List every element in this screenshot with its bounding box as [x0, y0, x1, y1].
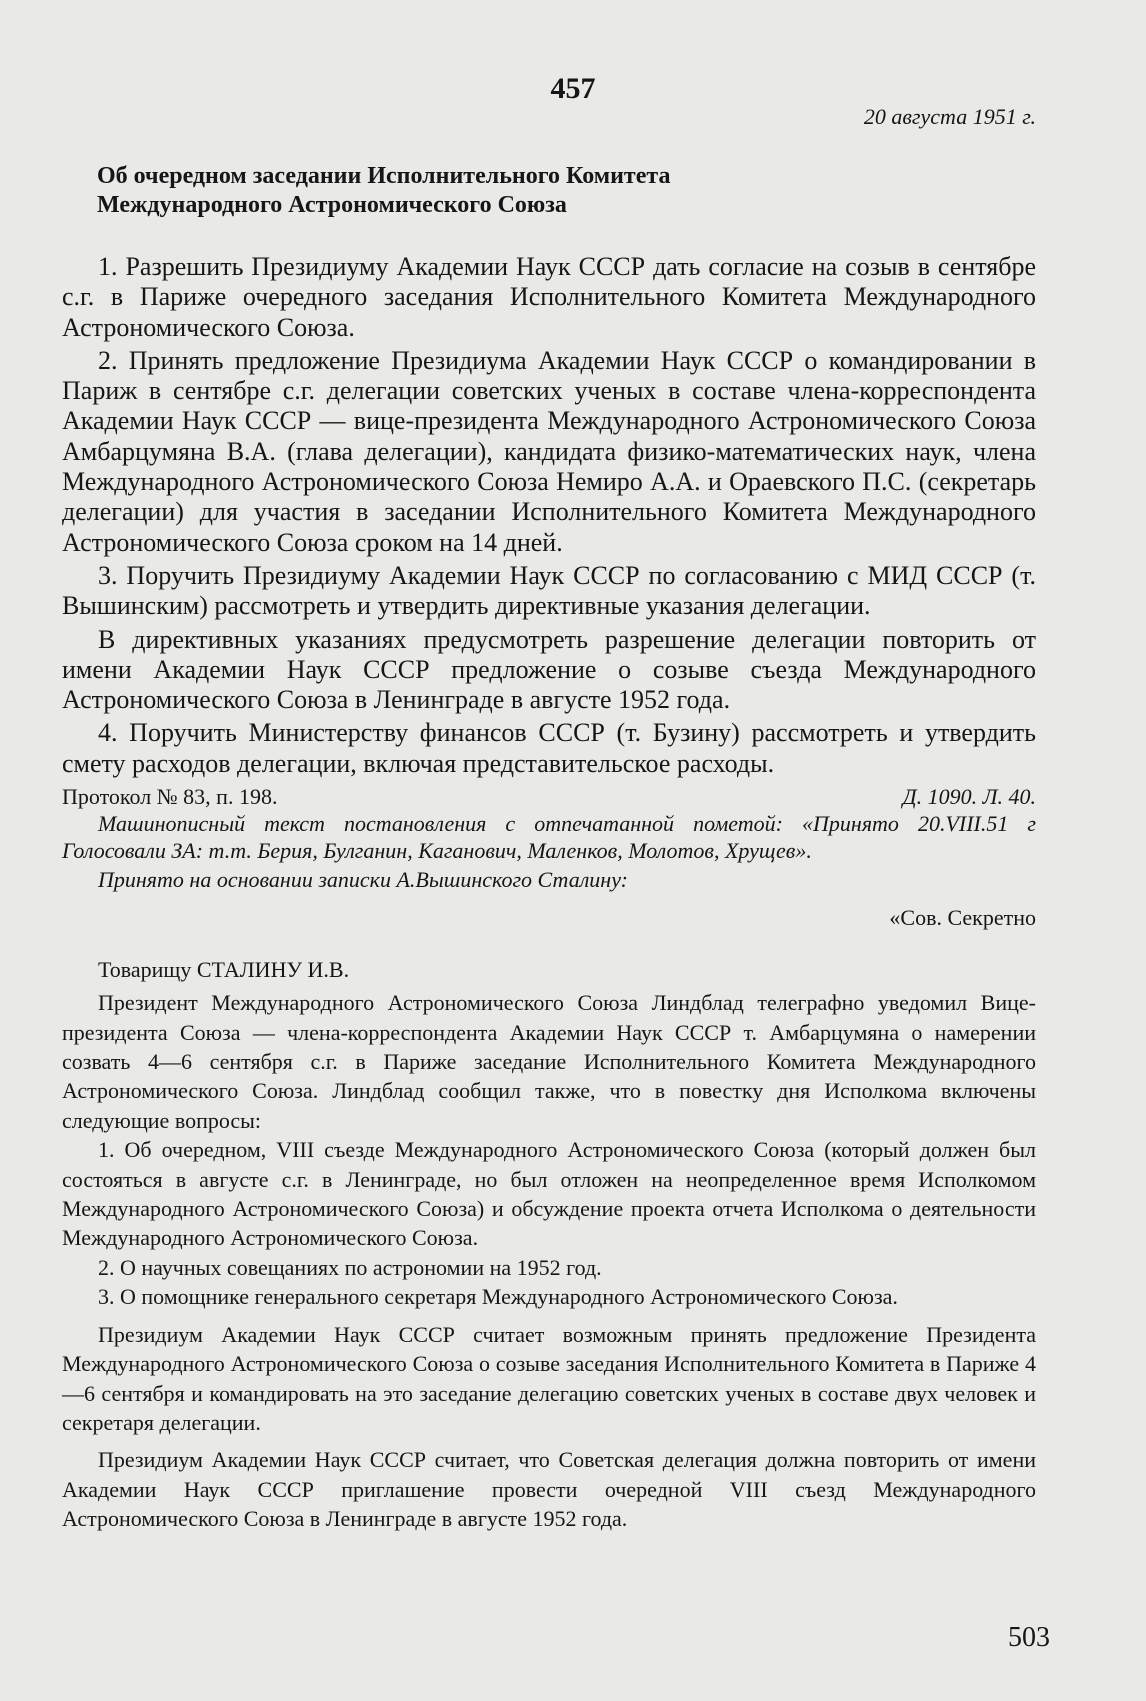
basis-note: Принято на основании записки А.Вышинского Сталину:	[98, 867, 629, 893]
agenda-item-1: 1. Об очередном, VIII съезде Международного Астрономического Союза (который должен был состояться в августе с.г. в Ленинграде, но был отложен на неопределенное время Исполкомом Международного Астрономического Союза) и обсуждение проекта отчета Исполкома о деятельности Международного Астрономического Союза.	[62, 1137, 1036, 1251]
title-line-2: Международного Астрономического Союза	[97, 192, 567, 218]
letter-paragraph-3: Президиум Академии Наук СССР считает, что Советская делегация должна повторить от имени Академии Наук СССР приглашение провести очередной VIII съезд Международного Астрономического Союза в Ленинграде в августе 1952 года.	[62, 1447, 1036, 1532]
archive-reference: Д. 1090. Л. 40.	[902, 784, 1036, 810]
resolution-item-3: 3. Поручить Президиуму Академии Наук СССР по согласованию с МИД СССР (т. Вышинским) рассмотреть и утвердить директивные указания делегации.	[62, 560, 1036, 621]
letter-addressee: Товарищу СТАЛИНУ И.В.	[98, 957, 350, 983]
letter-paragraph-2: Президиум Академии Наук СССР считает возможным принять предложение Президента Международного Астрономического Союза о созыве заседания Исполнительного Комитета в Париже 4—6 сентября и командировать на это заседание делегацию советских ученых в составе двух человек и секретаря делегации.	[62, 1321, 1036, 1435]
letter-text	[62, 988, 1036, 1533]
document-title	[97, 162, 797, 220]
document-number: 457	[550, 72, 596, 105]
resolution-directive: В директивных указаниях предусмотреть разрешение делегации повторить от имени Академии Наук СССР предложение о созыве съезда Международного Астрономического Союза в Ленинграде в августе 1952 года.	[62, 624, 1036, 715]
protocol-reference: Протокол № 83, п. 198.	[62, 784, 278, 810]
source-reference	[62, 783, 1036, 811]
archival-note: Машинописный текст постановления с отпечатанной пометой: «Принято 20.VIII.51 г Голосовали ЗА: т.т. Берия, Булганин, Каганович, Маленков, Молотов, Хрущев».	[62, 811, 1036, 863]
page-number: 503	[1008, 1622, 1050, 1653]
document-date: 20 августа 1951 г.	[863, 104, 1036, 129]
secrecy-stamp: «Сов. Секретно	[889, 905, 1036, 931]
agenda-item-2: 2. О научных совещаниях по астрономии на 1952 год.	[98, 1254, 602, 1280]
resolution-item-4: 4. Поручить Министерству финансов СССР (т. Бузину) рассмотреть и утвердить смету расходов делегации, включая представительское расходы.	[62, 718, 1036, 778]
document-body	[62, 252, 1036, 1534]
letter-paragraph-1: Президент Международного Астрономического Союза Линдблад телеграфно уведомил Вице-президента Союза — члена-корреспондента Академии Наук СССР т. Амбарцумяна о намерении созвать 4—6 сентября с.г. в Париже заседание Исполнительного Комитета Международного Астрономического Союза. Линдблад сообщил также, что в повестку дня Исполкома включены следующие вопросы:	[62, 990, 1036, 1133]
title-line-1: Об очередном заседании Исполнительного Комитета	[97, 163, 671, 189]
agenda-item-3: 3. О помощнике генерального секретаря Международного Астрономического Союза.	[98, 1284, 898, 1310]
resolution-item-1: 1. Разрешить Президиуму Академии Наук СССР дать согласие на созыв в сентябре с.г. в Париже очередного заседания Исполнительного Комитета Международного Астрономического Союза.	[62, 252, 1036, 342]
resolution-item-2: 2. Принять предложение Президиума Академии Наук СССР о командировании в Париж в сентябре с.г. делегации советских ученых в составе члена-корреспондента Академии Наук СССР — вице-президента Международного Астрономического Союза Амбарцумяна В.А. (глава делегации), кандидата физико-математических наук, члена Международного Астрономического Союза Немиро А.А. и Ораевского П.С. (секретарь делегации) для участия в заседании Исполнительного Комитета Международного Астрономического Союза сроком на 14 дней.	[62, 345, 1036, 557]
